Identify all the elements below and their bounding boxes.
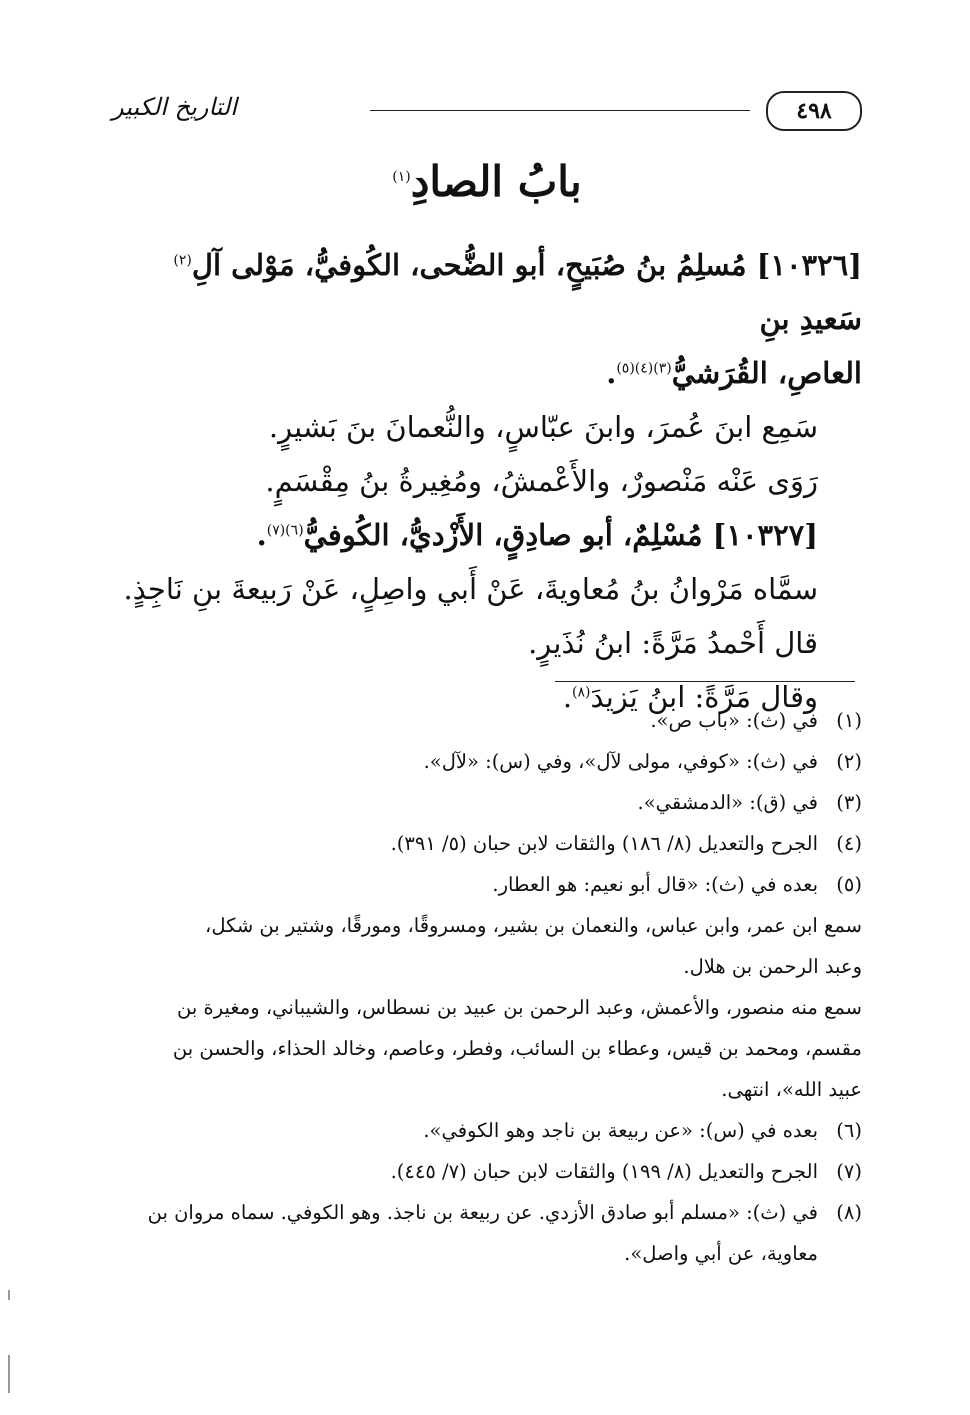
page-number-badge: ٤٩٨ (766, 91, 862, 131)
scan-mark (8, 1355, 10, 1393)
footnote-line: في (ق): «الدمشقي». (637, 791, 818, 814)
entry-text: [١٠٣٢٧] مُسْلِمٌ، أبو صادِقٍ، الأَزْديُّ، الكُوفيُّ (303, 518, 818, 552)
footnote-ref: (٦)(٧) (266, 522, 304, 539)
footnote-separator (555, 681, 855, 682)
footnote-continuation (112, 905, 862, 1110)
entry-text: العاصِ، القُرَشيُّ (671, 356, 862, 390)
entry-text: [١٠٣٢٦] مُسلِمُ بنُ صُبَيحٍ، أبو الضُّحى، الكُوفيُّ، مَوْلى آلِ (191, 248, 862, 282)
footnote-ref: (٢) (173, 252, 192, 269)
footnote-line: بعده في (ث): «قال أبو نعيم: هو العطار. (492, 873, 818, 896)
footnote-line: في (ث): «باب ص». (650, 709, 818, 732)
footnote-number: (٦) (836, 1119, 862, 1142)
footnote-number: (٨) (836, 1201, 862, 1224)
footnote-text (112, 782, 818, 823)
footnote-text (112, 1110, 818, 1151)
entry-text: وقال مَرَّةً: ابنُ يَزيدَ (590, 680, 818, 714)
footnote-line: وعبد الرحمن بن هلال. (683, 955, 862, 978)
footnote-line: الجرح والتعديل (٨/ ١٩٩) والثقات لابن حبان (٧/ ٤٤٥). (390, 1160, 818, 1183)
footnote-number: (٢) (836, 750, 862, 773)
entry-heading (112, 238, 862, 346)
footnote-text (112, 1192, 818, 1274)
scan-mark (8, 1290, 10, 1300)
chapter-heading (112, 150, 862, 214)
footnote-text (112, 823, 818, 864)
header-rule (370, 110, 750, 111)
footnote-item (112, 741, 862, 782)
entry-text: سَعيدِ بنِ (759, 302, 862, 336)
entry-paragraph: سمَّاه مَرْوانُ بنُ مُعاويةَ، عَنْ أَبي واصِلٍ، عَنْ رَبيعةَ بنِ نَاجِذٍ. (123, 572, 818, 606)
entry-text: . (256, 518, 267, 552)
footnote-line: في (ث): «كوفي، مولى لآل»، وفي (س): «لآل». (423, 750, 818, 773)
footnote-number: (٥) (836, 873, 862, 896)
entry-heading (112, 508, 862, 562)
page-header (112, 88, 862, 132)
entry-paragraph: قال أَحْمدُ مَرَّةً: ابنُ نُذَيرٍ. (528, 626, 818, 660)
chapter-title: بابُ الصادِ (410, 157, 582, 206)
running-title: التاريخ الكبير (112, 93, 237, 121)
footnote-number: (٧) (836, 1160, 862, 1183)
footnote-ref: (١) (392, 169, 411, 185)
footnote-line: سمع ابن عمر، وابن عباس، والنعمان بن بشير، ومسروقًا، ومورقًا، وشتير بن شكل، (205, 914, 862, 937)
footnote-text (112, 1151, 818, 1192)
footnote-line: الجرح والتعديل (٨/ ١٨٦) والثقات لابن حبان (٥/ ٣٩١). (390, 832, 818, 855)
footnote-item (112, 700, 862, 741)
footnote-ref: (٨) (572, 684, 591, 701)
footnote-number: (٣) (836, 791, 862, 814)
footnote-item (112, 864, 862, 905)
footnote-item (112, 1192, 862, 1274)
footnote-text (112, 864, 818, 905)
footnote-line: عبيد الله»، انتهى. (721, 1078, 862, 1101)
footnote-item (112, 782, 862, 823)
footnote-line: في (ث): «مسلم أبو صادق الأزدي. عن ربيعة بن ناجذ. وهو الكوفي. سماه مروان بن (147, 1201, 818, 1224)
footnote-ref: (٣)(٤)(٥) (616, 360, 672, 377)
entry-text: . (606, 356, 617, 390)
entry-heading-cont (112, 346, 862, 400)
footnote-item (112, 1110, 862, 1151)
footnote-line: مقسم، ومحمد بن قيس، وعطاء بن السائب، وفطر، وعاصم، وخالد الحذاء، والحسن بن (172, 1037, 862, 1060)
footnote-text (112, 741, 818, 782)
entry-paragraph: سَمِع ابنَ عُمرَ، وابنَ عبّاسٍ، والنُّعمانَ بنَ بَشيرٍ. (268, 410, 818, 444)
footnote-line: بعده في (س): «عن ربيعة بن ناجد وهو الكوفي». (423, 1119, 818, 1142)
footnote-item (112, 823, 862, 864)
footnote-line: سمع منه منصور، والأعمش، وعبد الرحمن بن عبيد بن نسطاس، والشيباني، ومغيرة بن (177, 996, 862, 1019)
footnote-item (112, 1151, 862, 1192)
footnotes (112, 700, 862, 1274)
entry-text: . (562, 680, 573, 714)
entry-paragraph: رَوَى عَنْه مَنْصورٌ، والأَعْمشُ، ومُغِيرةُ بنُ مِقْسَمٍ. (265, 464, 818, 498)
footnote-line: معاوية، عن أبي واصل». (624, 1242, 818, 1265)
footnote-number: (٤) (836, 832, 862, 855)
main-text (112, 238, 862, 724)
footnote-number: (١) (836, 709, 862, 732)
footnote-text (112, 700, 818, 741)
